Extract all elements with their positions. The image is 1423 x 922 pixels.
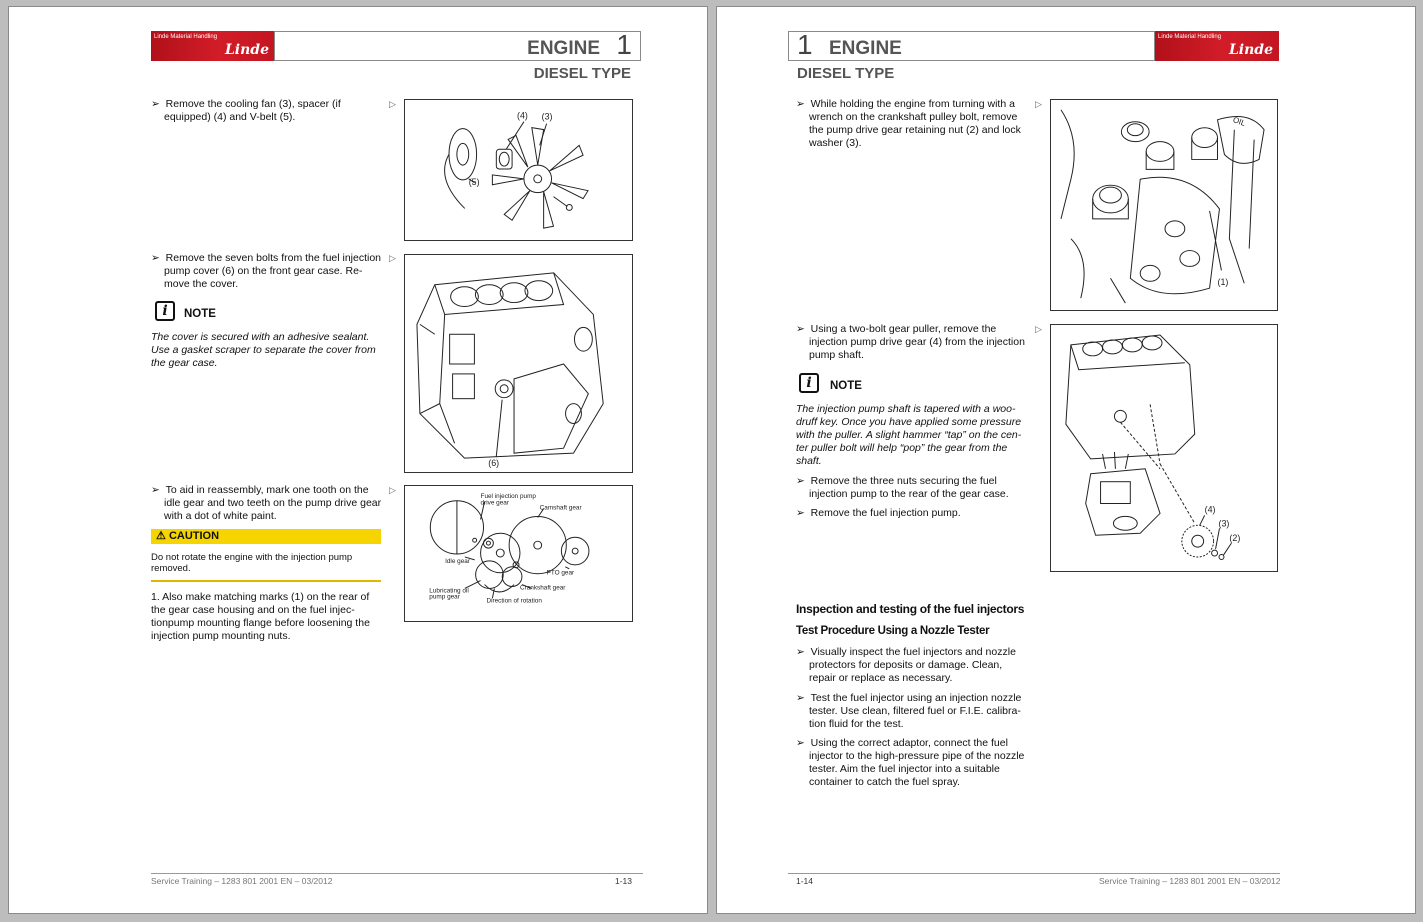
subtitle: DIESEL TYPE: [797, 65, 895, 82]
fig-label-oil: OIL: [1231, 115, 1247, 129]
note-text: The injection pump shaft is tapered with a woo-druff key. Once you have applied some pressure with the puller. A slight hammer “tap” on the cen-ter puller bolt will help “pop” the gear from the shaft.: [796, 403, 1022, 467]
fig-label-3: (3): [1218, 518, 1230, 529]
step-remove-nut: ➢ While holding the engine from turning with a wrench on the crankshaft pulley bolt, remove the pump drive gear retaining nut (2) and lock washer (3).: [796, 98, 1021, 149]
logo-tagline: Linde Material Handling: [154, 34, 218, 40]
step-mark-teeth: ➢ To aid in reassembly, mark one tooth on the idle gear and two teeth on the pump drive gear with a dot of white paint.: [151, 484, 382, 522]
logo-tagline: Linde Material Handling: [1158, 34, 1222, 40]
step-matching-marks: 1. Also make matching marks (1) on the rear of the gear case housing and on the fuel injec-tionpump mounting flange before loosening the injection pump mounting nuts.: [151, 591, 370, 642]
page-number: 1-13: [615, 876, 633, 886]
page-left: [8, 6, 708, 914]
page-number: 1-14: [796, 876, 814, 886]
bullet-icon: ➢: [796, 323, 805, 335]
step-remove-fan: ➢ Remove the cooling fan (3), spacer (if equipped) (4) and V-belt (5).: [151, 98, 341, 123]
footer-text: Service Training – 1283 801 2001 EN – 03/2012: [151, 876, 333, 886]
figure-cooling-fan: [404, 99, 633, 241]
linde-logo: [1155, 31, 1279, 61]
label-fuel-pump: Fuel injection pump: [480, 492, 536, 500]
pointer-icon: ▷: [1035, 324, 1042, 334]
bullet-icon: ➢: [796, 737, 805, 749]
fig-label-3: (3): [541, 111, 553, 122]
bullet-icon: ➢: [151, 484, 160, 496]
test-step-adaptor: ➢ Using the correct adaptor, connect the fuel injector to the high-pressure pipe of the nozzle tester. Aim the fuel injector into a suitable container to catch the fuel spray.: [796, 737, 1025, 788]
section-title: ENGINE: [527, 38, 600, 59]
figure-pump-drive: [1050, 99, 1278, 311]
fig-label-1: (1): [1217, 277, 1229, 288]
note-text: The cover is secured with an adhesive sealant. Use a gasket scraper to separate the cover from the gear case.: [151, 331, 376, 369]
test-step-nozzle: ➢ Test the fuel injector using an injection nozzle tester. Use clean, filtered fuel or F.I.E. calibra-tion fluid for the test.: [796, 692, 1022, 730]
section-title: ENGINE: [829, 38, 902, 59]
step-remove-bolts: ➢ Remove the seven bolts from the fuel injection pump cover (6) on the front gear case. Re-move the cover.: [151, 252, 382, 290]
footer-rule: [151, 873, 643, 874]
fig-label-2: (2): [1229, 533, 1241, 544]
caution-title: CAUTION: [168, 530, 220, 542]
page-right: [716, 6, 1416, 914]
bullet-icon: ➢: [151, 252, 160, 264]
figure-pump-removal: [1050, 324, 1278, 572]
bullet-icon: ➢: [796, 646, 805, 658]
bullet-icon: ➢: [796, 98, 805, 110]
step-gear-puller: ➢ Using a two-bolt gear puller, remove the injection pump drive gear (4) from the injection pump shaft.: [796, 323, 1025, 361]
pointer-icon: ▷: [389, 253, 396, 263]
subtitle: DIESEL TYPE: [533, 65, 631, 82]
heading-inspection: Inspection and testing of the fuel injectors: [796, 602, 1025, 616]
fig-label-4: (4): [517, 110, 528, 121]
label-lube-2: pump gear: [429, 593, 460, 601]
section-number: 1: [797, 29, 813, 60]
bullet-icon: ➢: [151, 98, 160, 110]
logo-brand: Linde: [1228, 42, 1273, 58]
step-remove-nuts: ➢ Remove the three nuts securing the fuel injection pump to the rear of the gear case.: [796, 475, 1009, 500]
footer-rule: [788, 873, 1280, 874]
info-icon: i: [155, 301, 175, 321]
figure-gear-train: [404, 485, 633, 622]
footer-text: Service Training – 1283 801 2001 EN – 03/2012: [1099, 876, 1281, 886]
pointer-icon: ▷: [1035, 99, 1042, 109]
label-idle: Idle gear: [445, 557, 470, 565]
bullet-icon: ➢: [796, 507, 805, 519]
label-lube-1: Lubricating oil: [429, 587, 469, 595]
info-icon: i: [799, 373, 819, 393]
label-crank: Crankshaft gear: [519, 584, 566, 592]
note-title: NOTE: [830, 380, 862, 392]
caution-banner: [151, 529, 381, 544]
note-title: NOTE: [184, 308, 216, 320]
fig-label-6: (6): [488, 458, 500, 469]
fig-label-5: (5): [468, 176, 480, 187]
heading-test-procedure: Test Procedure Using a Nozzle Tester: [796, 625, 990, 637]
section-header: [788, 31, 1155, 61]
label-direction: Direction of rotation: [486, 597, 542, 605]
label-camshaft: Camshaft gear: [539, 504, 582, 512]
fig-label-4: (4): [1204, 504, 1216, 515]
pointer-icon: ▷: [389, 485, 396, 495]
section-header: [274, 31, 641, 61]
step-remove-pump: ➢ Remove the fuel injection pump.: [796, 507, 961, 519]
label-pto: PTO gear: [546, 569, 575, 577]
section-number: 1: [616, 29, 632, 60]
warning-icon: ⚠: [156, 530, 166, 542]
logo-brand: Linde: [224, 42, 269, 58]
pointer-icon: ▷: [389, 99, 396, 109]
caution-text: Do not rotate the engine with the injection pump removed.: [151, 552, 353, 574]
test-step-inspect: ➢ Visually inspect the fuel injectors and nozzle protectors for deposits or damage. Clean, repair or replace as necessary.: [796, 646, 1016, 684]
caution-rule: [151, 580, 381, 582]
figure-gear-case: [404, 254, 633, 473]
bullet-icon: ➢: [796, 692, 805, 704]
bullet-icon: ➢: [796, 475, 805, 487]
linde-logo: [151, 31, 275, 61]
label-drive-gear: drive gear: [480, 499, 509, 507]
